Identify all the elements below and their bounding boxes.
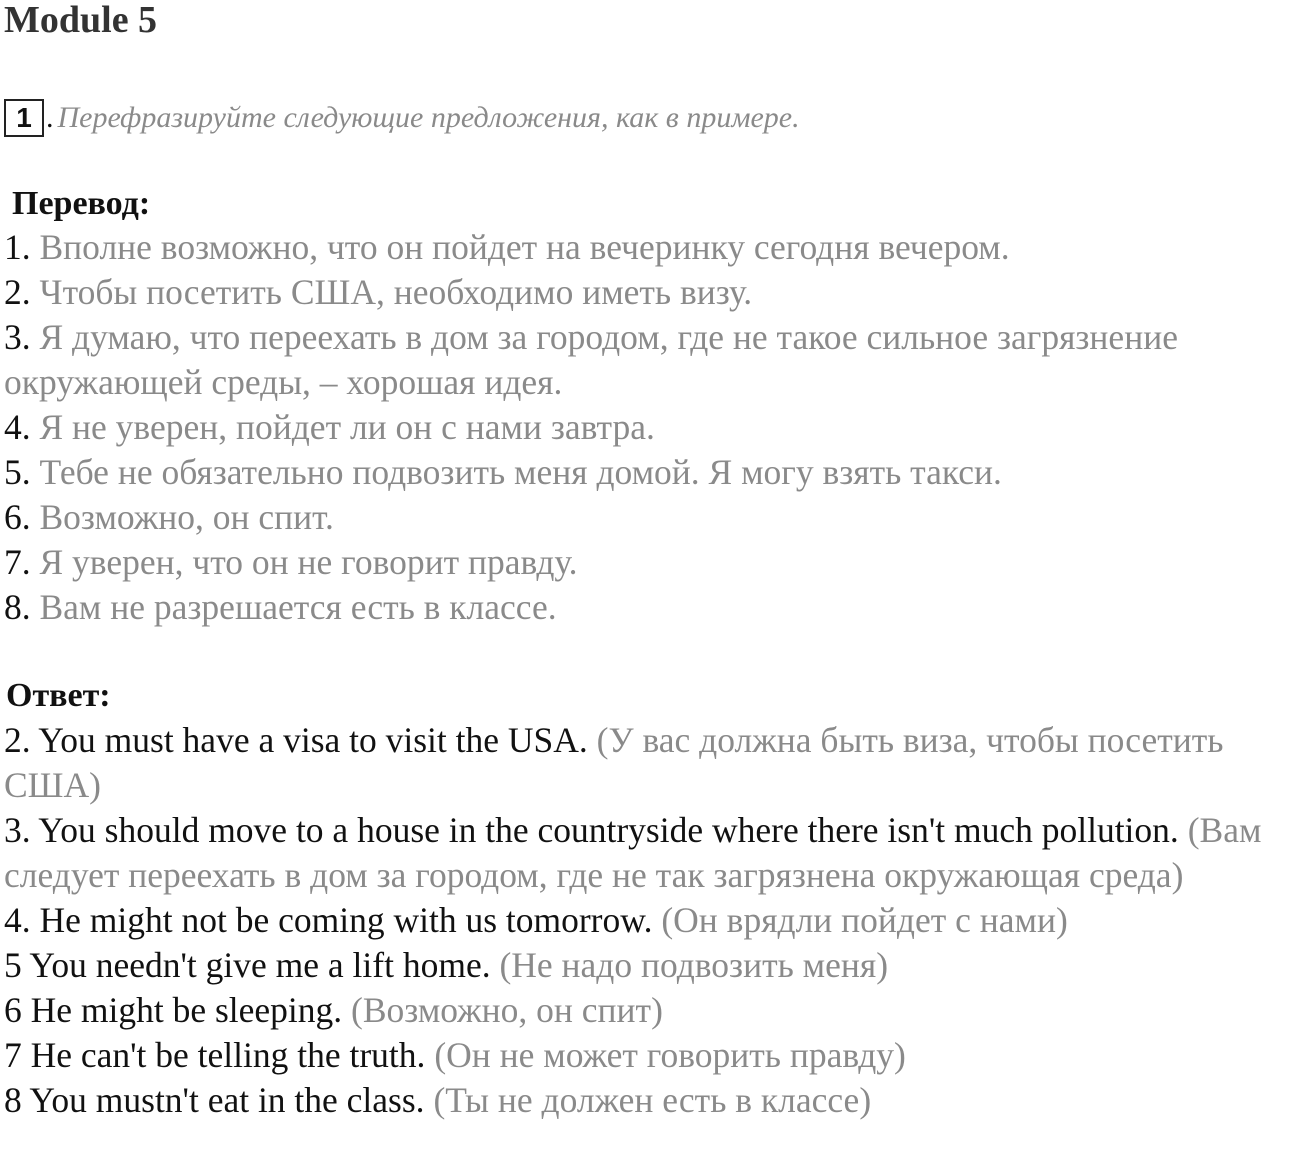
item-number: 2. <box>4 720 31 760</box>
answer-russian: (Ты не должен есть в классе) <box>433 1080 872 1120</box>
answer-item <box>4 943 1296 988</box>
answer-heading: Ответ: <box>6 677 111 714</box>
answer-item <box>4 1033 1296 1078</box>
answer-russian: (Не надо подвозить меня) <box>499 945 889 985</box>
translation-item <box>4 495 1296 540</box>
item-number: 3. <box>4 317 31 357</box>
translation-item <box>4 225 1296 270</box>
item-number: 5. <box>4 452 31 492</box>
answer-item <box>4 808 1296 898</box>
answer-russian: (Возможно, он спит) <box>351 990 663 1030</box>
answer-russian: (Он не может говорить правду) <box>434 1035 906 1075</box>
task-instruction: Перефразируйте следующие предложения, как в примере. <box>57 101 800 134</box>
answer-item <box>4 1078 1296 1123</box>
answer-english: He might be sleeping. <box>30 990 343 1030</box>
item-number: 1. <box>4 227 31 267</box>
item-text: Чтобы посетить США, необходимо иметь визу. <box>39 272 753 312</box>
answer-english: You mustn't eat in the class. <box>29 1080 425 1120</box>
answer-english: He can't be telling the truth. <box>30 1035 426 1075</box>
translation-item <box>4 540 1296 585</box>
item-number: 4. <box>4 900 31 940</box>
answer-russian: (У вас должна быть виза, чтобы посетить США) <box>4 720 1224 805</box>
answer-item <box>4 898 1296 943</box>
item-number: 6 <box>4 990 22 1030</box>
item-text: Вам не разрешается есть в классе. <box>39 587 557 627</box>
item-text: Я уверен, что он не говорит правду. <box>39 542 578 582</box>
answer-english: You needn't give me a lift home. <box>29 945 491 985</box>
answer-english: You must have a visa to visit the USA. <box>38 720 588 760</box>
item-text: Тебе не обязательно подвозить меня домой. Я могу взять такси. <box>39 452 1002 492</box>
translation-heading: Перевод: <box>12 185 151 222</box>
translation-item <box>4 585 1296 630</box>
answer-english: You should move to a house in the countryside where there isn't much pollution. <box>38 810 1179 850</box>
item-number: 7. <box>4 542 31 582</box>
item-text: Вполне возможно, что он пойдет на вечеринку сегодня вечером. <box>39 227 1010 267</box>
task-number-box: 1 <box>4 99 44 137</box>
item-number: 4. <box>4 407 31 447</box>
answer-item <box>4 988 1296 1033</box>
answer-item <box>4 718 1296 808</box>
answer-russian: (Вам следует переехать в дом за городом, где не так загрязнена окружающая среда) <box>4 810 1262 895</box>
item-number: 7 <box>4 1035 22 1075</box>
item-text: Я не уверен, пойдет ли он с нами завтра. <box>39 407 655 447</box>
answer-english: He might not be coming with us tomorrow. <box>39 900 653 940</box>
translation-item <box>4 450 1296 495</box>
answer-list <box>4 718 1296 1123</box>
item-number: 8. <box>4 587 31 627</box>
item-text: Я думаю, что переехать в дом за городом, где не такое сильное загрязнение окружающей среды, – хорошая идея. <box>4 317 1178 402</box>
item-number: 2. <box>4 272 31 312</box>
answer-russian: (Он врядли пойдет с нами) <box>661 900 1068 940</box>
translation-item <box>4 315 1296 405</box>
translation-item <box>4 270 1296 315</box>
page-title: Module 5 <box>4 0 158 41</box>
item-number: 5 <box>4 945 22 985</box>
item-number: 3. <box>4 810 31 850</box>
item-number: 8 <box>4 1080 22 1120</box>
task-header <box>4 96 800 140</box>
task-number-dot: . <box>46 101 54 134</box>
translation-list <box>4 225 1296 630</box>
item-number: 6. <box>4 497 31 537</box>
item-text: Возможно, он спит. <box>39 497 334 537</box>
translation-item <box>4 405 1296 450</box>
